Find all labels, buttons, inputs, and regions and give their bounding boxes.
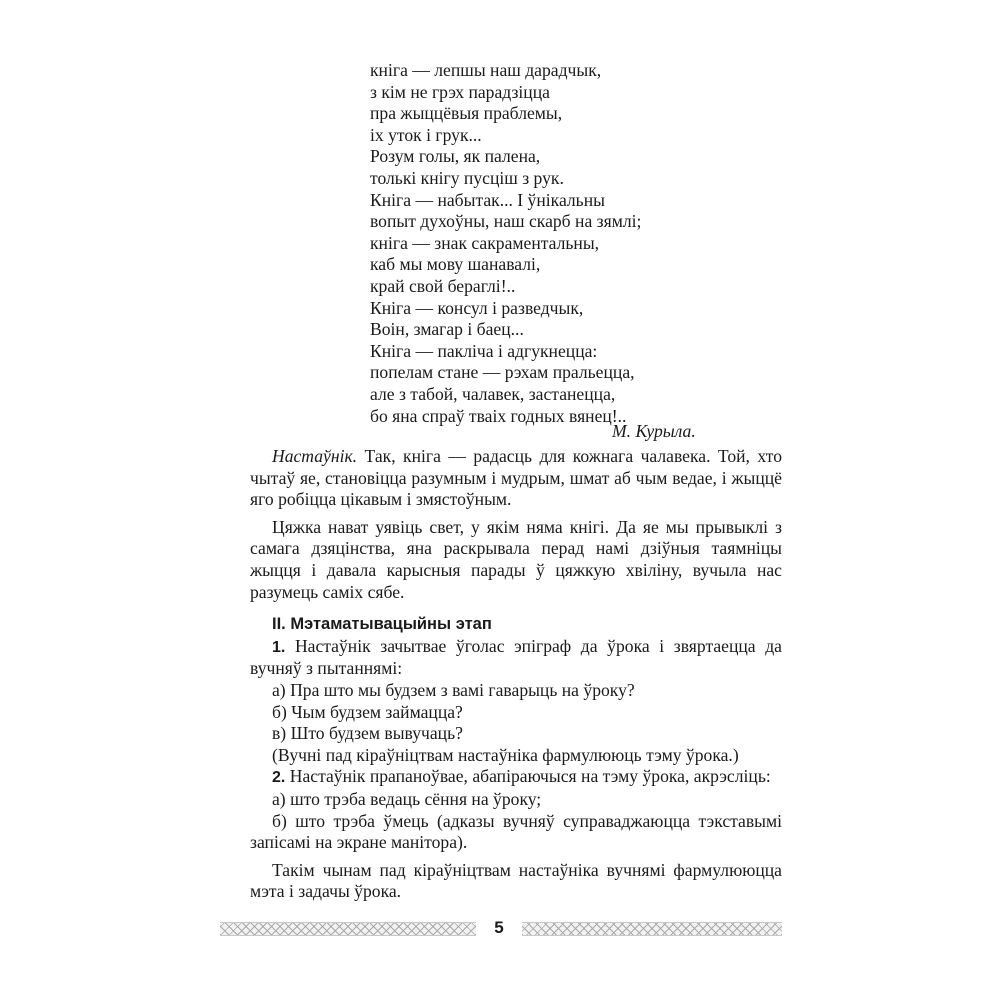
poem [370, 60, 770, 427]
footer-ornament-right [522, 922, 782, 936]
poem-line: іх уток і грук... [370, 124, 482, 145]
section-heading: ІІ. Мэтаматывацыйны этап [272, 615, 492, 634]
poem-line: край свой берaглі!.. [370, 275, 516, 296]
poem-author: М. Курыла. [612, 421, 696, 441]
item-2-a: а) што трэба ведаць сёння на ўроку; [272, 788, 542, 809]
poem-line: каб мы мову шанавалі, [370, 254, 541, 275]
conclusion-paragraph: Такім чынам пад кіраўніцтвам настаўніка вучнямі фармулююцца мэта і задачы ўрока. [250, 859, 782, 902]
poem-line: толькі кнігу пусціш з рук. [370, 167, 564, 188]
main-text [250, 446, 782, 903]
poem-line: Кніга — набытак... І ўнікальны [370, 189, 605, 210]
page-footer [220, 918, 782, 938]
poem-line: Кніга — пакліча і адгукнецца: [370, 340, 598, 361]
poem-line: кніга — знак сакраментальны, [370, 232, 600, 253]
page-number: 5 [494, 918, 504, 937]
question-a: а) Пра што мы будзем з вамі гаварыць на ўроку? [272, 679, 635, 700]
item-1 [250, 636, 782, 680]
footer-ornament-left [220, 922, 476, 936]
item-2-text: Настаўнік прапаноўвае, абапіраючыся на тэму ўрока, акрэсліць: [285, 766, 771, 787]
item-2 [250, 766, 782, 789]
poem-line: пра жыццёвыя праблемы, [370, 103, 563, 124]
speaker-label: Настаўнік. [272, 446, 358, 466]
poem-line: з кім не грэх парадзіцца [370, 81, 550, 102]
poem-line: але з табой, чалавек, застанецца, [370, 383, 616, 404]
item-1-note: (Вучні пад кіраўніцтвам настаўніка фармулююць тэму ўрока.) [272, 744, 739, 765]
intro-text: Так, кніга — радасць для кожнага чалавека. Той, хто чытаў яе, становіцца разумным і мудрым, шмат аб чым ведае, і жыццё яго робіцца цікавым і змястоўным. [250, 446, 782, 510]
poem-line: бо яна спраў тваіх годных вянец!.. [370, 405, 627, 426]
poem-line: кніга — лепшы наш дарадчык, [370, 60, 602, 80]
poem-line: Кніга — консул і разведчык, [370, 297, 584, 318]
poem-line: Воін, змагар і баец... [370, 319, 524, 340]
poem-line: Розум голы, як палена, [370, 146, 541, 167]
question-b: б) Чым будзем займацца? [272, 701, 463, 722]
intro-paragraph-2: Цяжка нават уявіць свет, у якім няма кнігі. Да яе мы прывыклі з самага дзяцінства, яна раскрывала перад намі дзіўныя таямніцы жыцця і давала карысныя парады ў цяжкую хвіліну, вучыла нас разумець саміх сябе. [250, 516, 782, 602]
poem-line: вопыт духоўны, наш скарб на зямлі; [370, 211, 642, 232]
item-2-b: б) што трэба ўмець (адказы вучняў суправаджаюцца тэкставымі запісамі на экране манітора). [250, 810, 782, 853]
poem-line: попелам стане — рэхам пральецца, [370, 362, 635, 383]
item-1-text: Настаўнік зачытвае ўголас эпіграф да ўрока і звяртаецца да вучняў з пытаннямі: [250, 635, 782, 679]
question-c: в) Што будзем вывучаць? [272, 723, 463, 744]
intro-paragraph [250, 446, 782, 511]
item-2-number: 2. [272, 769, 286, 787]
page [220, 0, 782, 1000]
item-1-number: 1. [272, 638, 286, 656]
